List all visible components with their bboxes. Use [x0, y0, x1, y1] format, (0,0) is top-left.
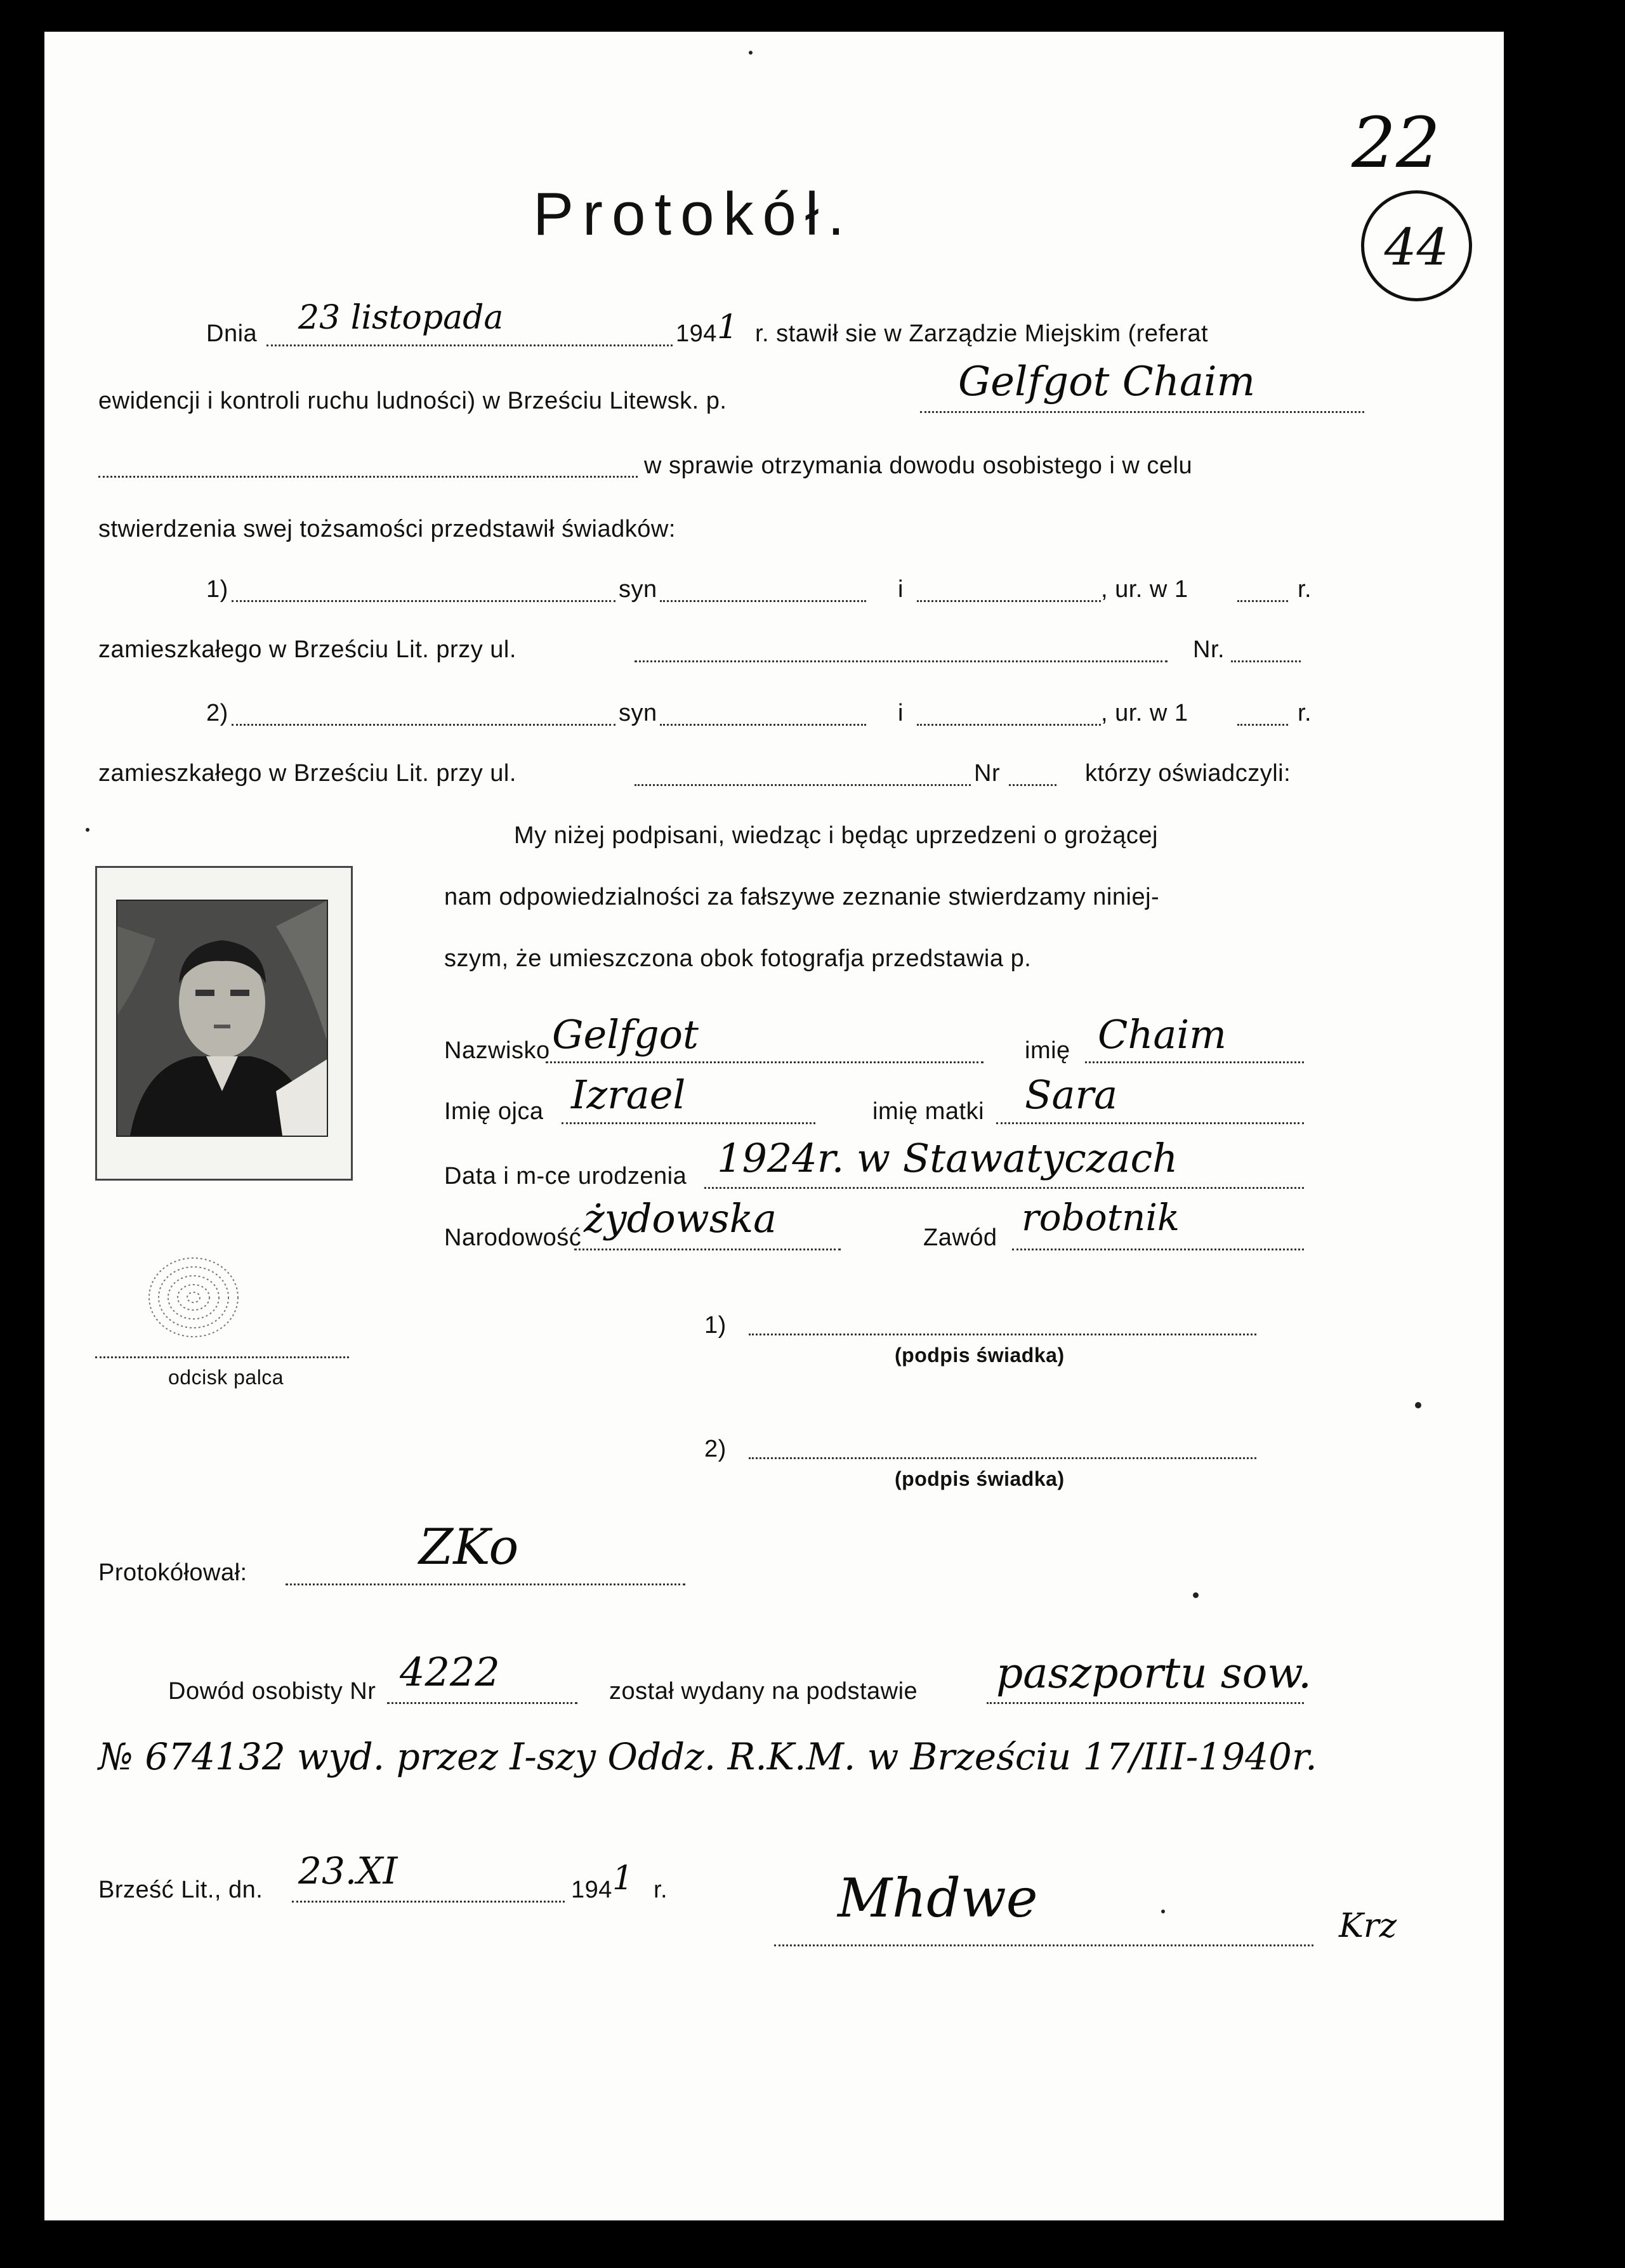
date-handwritten: 23 listopada: [298, 299, 504, 337]
scan-speck: [1161, 1910, 1165, 1913]
witness2-syn: syn: [619, 700, 657, 726]
footer-year-printed: 194: [571, 1877, 612, 1903]
portrait-photo: [116, 900, 328, 1137]
witness2-name-line: [232, 724, 615, 726]
witness2-father-line: [660, 724, 866, 726]
footer-signature-dotted-line: [774, 1944, 1313, 1946]
statement-line3: szym, że umieszczona obok fotografja przedstawia p.: [444, 945, 1032, 972]
document-sheet: [44, 32, 1504, 2220]
witness2-mother-line: [917, 724, 1101, 726]
signature2-prefix: 2): [704, 1436, 727, 1462]
witness1-r: r.: [1298, 576, 1312, 603]
fingerprint-label: odcisk palca: [168, 1366, 284, 1389]
witness1-syn: syn: [619, 576, 657, 603]
dowod-basis-dotted-line: [987, 1702, 1304, 1704]
footer-signature-right: Krz: [1339, 1907, 1397, 1945]
imie-dotted-line: [1085, 1061, 1304, 1063]
person-dotted-line: [920, 411, 1364, 413]
narodowosc-label: Narodowość: [444, 1224, 582, 1251]
narodowosc-dotted-line: [574, 1249, 841, 1250]
nazwisko-label: Nazwisko: [444, 1037, 550, 1064]
witness2-i: i: [898, 700, 904, 726]
witness1-father-line: [660, 600, 866, 602]
fingerprint-dotted-line: [95, 1356, 349, 1358]
witness1-prefix: 1): [206, 576, 228, 603]
scan-speck: [86, 828, 89, 832]
zawod-dotted-line: [1012, 1249, 1304, 1250]
circled-number-text: 44: [1384, 218, 1449, 277]
imie-matki-value: Sara: [1025, 1072, 1118, 1118]
footer-place-label: Brześć Lit., dn.: [98, 1877, 263, 1903]
statement-line2: nam odpowiedzialności za fałszywe zeznanie stwierdzamy niniej-: [444, 884, 1160, 910]
footer-date-dotted-line: [292, 1901, 565, 1903]
data-urodzenia-label: Data i m-ce urodzenia: [444, 1163, 687, 1190]
imie-value: Chaim: [1098, 1011, 1227, 1058]
protokolowal-dotted-line: [286, 1583, 685, 1585]
footer-year-handwritten: 1: [612, 1859, 634, 1898]
witness2-nr: Nr: [974, 760, 1001, 787]
intro-line1-text: r. stawił sie w Zarządzie Miejskim (referat: [755, 320, 1209, 347]
witness1-street-line: [635, 660, 1168, 662]
zawod-value: robotnik: [1022, 1196, 1180, 1239]
dowod-basis: paszportu sow.: [996, 1649, 1312, 1698]
imie-matki-label: imię matki: [872, 1098, 985, 1125]
year-handwritten: 1: [717, 308, 739, 346]
imie-ojca-value: Izrael: [571, 1072, 686, 1118]
imie-ojca-label: Imię ojca: [444, 1098, 544, 1125]
dowod-number-dotted-line: [387, 1702, 577, 1704]
signature2-caption: (podpis świadka): [895, 1467, 1065, 1490]
statement-line1: My niżej podpisani, wiedząc i będąc uprzedzeni o grożącej: [514, 822, 1158, 849]
imie-matki-dotted-line: [996, 1122, 1304, 1124]
scan-speck: [749, 51, 753, 55]
scan-speck: [1193, 1592, 1199, 1598]
data-urodzenia-dotted-line: [704, 1187, 1304, 1189]
witness2-prefix: 2): [206, 700, 228, 726]
imie-label: imię: [1025, 1037, 1070, 1064]
date-dotted-line: [266, 344, 673, 346]
dowod-number: 4222: [400, 1649, 500, 1695]
signature1-prefix: 1): [704, 1312, 727, 1339]
protokolowal-signature: ZKo: [419, 1519, 519, 1576]
signature1-caption: (podpis świadka): [895, 1344, 1065, 1367]
year-printed: 194: [676, 320, 717, 347]
intro-line2-text: ewidencji i kontroli ruchu ludności) w Brześciu Litewsk. p.: [98, 388, 727, 414]
witness1-nr-line: [1231, 660, 1301, 662]
footer-signature-main: Mhdwe: [838, 1867, 1038, 1929]
witness1-ur: , ur. w 1: [1101, 576, 1188, 603]
photo-frame: [95, 866, 353, 1181]
ktorzy-text: którzy oświadczyli:: [1085, 760, 1291, 787]
nazwisko-value: Gelfgot: [552, 1011, 699, 1058]
circled-number: [1361, 190, 1472, 301]
corner-number-top: 22: [1352, 102, 1440, 183]
dowod-middle-text: został wydany na podstawie: [609, 1678, 918, 1705]
witness2-year-line: [1237, 724, 1288, 726]
fingerprint-mark: [133, 1243, 254, 1351]
intro-line3-text: w sprawie otrzymania dowodu osobistego i w celu: [644, 452, 1193, 479]
witness1-nr: Nr.: [1193, 636, 1225, 663]
witness1-i: i: [898, 576, 904, 603]
page-title: Protokół.: [533, 180, 853, 248]
footer-date: 23.XI: [298, 1849, 398, 1892]
person-handwritten: Gelfgot Chaim: [958, 358, 1256, 405]
data-urodzenia-value: 1924r. w Stawatyczach: [717, 1135, 1178, 1181]
witness2-residence: zamieszkałego w Brześciu Lit. przy ul.: [98, 760, 516, 787]
witness1-residence: zamieszkałego w Brześciu Lit. przy ul.: [98, 636, 516, 663]
dowod-label: Dowód osobisty Nr: [168, 1678, 376, 1705]
narodowosc-value: żydowska: [584, 1195, 777, 1242]
dnia-label: Dnia: [206, 320, 258, 347]
signature1-dotted-line: [749, 1334, 1256, 1335]
imie-ojca-dotted-line: [562, 1122, 815, 1124]
witness2-ur: , ur. w 1: [1101, 700, 1188, 726]
intro-line4-text: stwierdzenia swej tożsamości przedstawił świadków:: [98, 516, 676, 542]
zawod-label: Zawód: [923, 1224, 997, 1251]
protokolowal-label: Protokółował:: [98, 1559, 247, 1586]
witness2-street-line: [635, 784, 971, 786]
witness2-r: r.: [1298, 700, 1312, 726]
witness1-year-line: [1237, 600, 1288, 602]
scan-speck: [1415, 1402, 1421, 1408]
dowod-line2: № 674132 wyd. przez I-szy Oddz. R.K.M. w Brześciu 17/III-1940r.: [98, 1735, 1317, 1778]
witness1-name-line: [232, 600, 615, 602]
footer-r: r.: [654, 1877, 668, 1903]
line3-dotted-line: [98, 476, 638, 478]
signature2-dotted-line: [749, 1457, 1256, 1459]
witness2-nr-line: [1009, 784, 1056, 786]
witness1-mother-line: [917, 600, 1101, 602]
nazwisko-dotted-line: [546, 1061, 984, 1063]
